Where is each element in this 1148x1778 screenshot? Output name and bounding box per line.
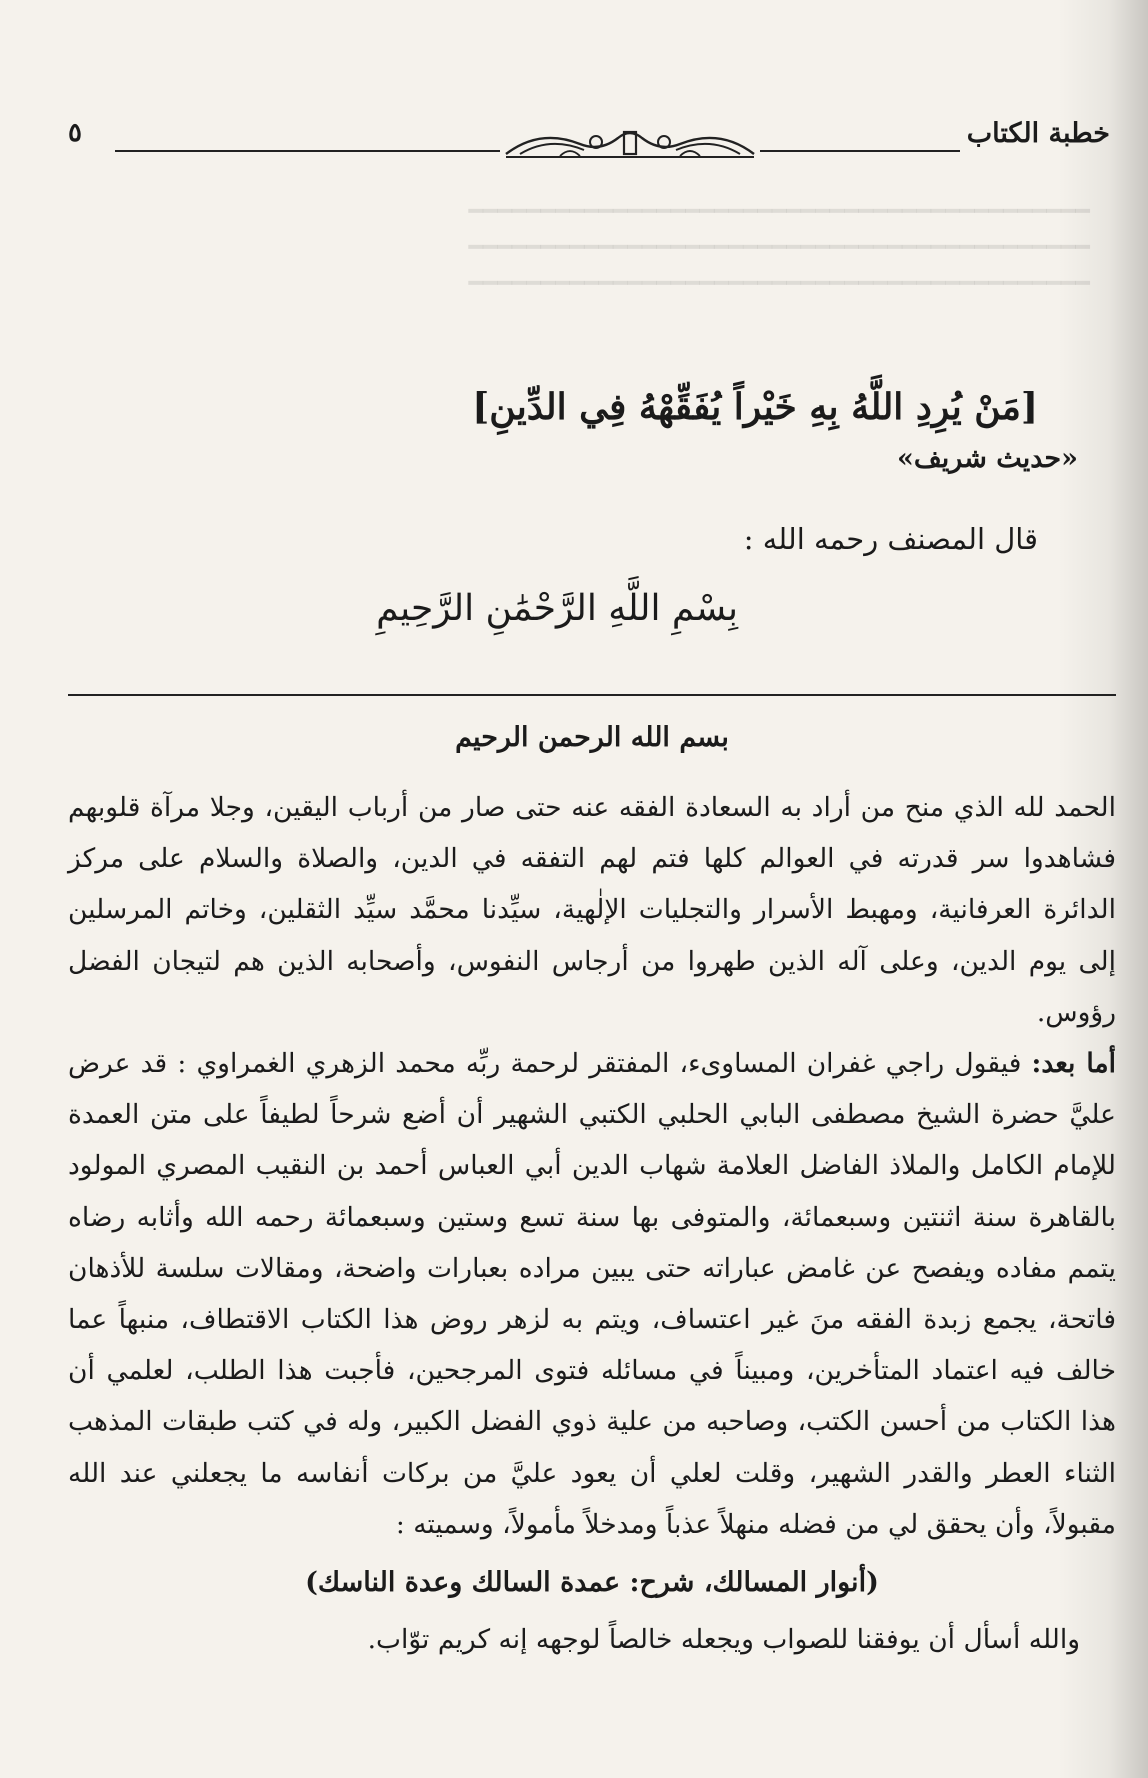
commentary-body xyxy=(68,782,1116,1665)
section-divider xyxy=(68,694,1116,696)
basmala-vocalized: بِسْمِ اللَّهِ الرَّحْمَٰنِ الرَّحِيمِ xyxy=(376,588,738,629)
page-header xyxy=(60,118,1110,168)
header-ornament-icon xyxy=(500,126,760,160)
paragraph-lead: أما بعد: xyxy=(1031,1048,1116,1080)
hadith-source: «حديث شريف» xyxy=(896,443,1078,474)
show-through-text: ━━━━━━━━━━━━━━━━━━━━━━━━━━━━━━━━━━━━━━━━━━━ ━━━━━━━━━━━━━━━━━━━━━━━━━━━━━━━━━━━━━━━━━━━ ━━━━━━━━━━━━━━━━━━━━━━━━━━━━━━━━━━━━━━━━━━━ xyxy=(468,197,1090,297)
author-said-line: قال المصنف رحمه الله : xyxy=(743,522,1038,556)
hadith-quote: [مَنْ يُرِدِ اللَّهُ بِهِ خَيْراً يُفَقِّهْهُ فِي الدِّينِ] xyxy=(472,386,1038,428)
book-title: (أنوار المسالك، شرح: عمدة السالك وعدة الناسك) xyxy=(305,1567,879,1599)
closing-prayer: والله أسأل أن يوفقنا للصواب ويجعله خالصاً لوجهه إنه كريم توّاب. xyxy=(367,1624,1080,1656)
paragraph-introduction-text: فيقول راجي غفران المساوىء، المفتقر لرحمة ربِّه محمد الزهري الغمراوي : قد عرض عليَّ حضرة الشيخ مصطفى البابي الحلبي الكتبي الشهير أن أضع شرحاً لطيفاً على متن العمدة للإمام الكامل والملاذ الفاضل العلامة شهاب الدين أبي العباس أحمد بن النقيب المصري المولود بالقاهرة سنة اثنتين وسبعمائة، والمتوفى بها سنة تسع وستين وسبعمائة رحمه الله وأثابه رضاه يتمم مفاده ويفصح عن غامض عباراته حتى يبين مراده بعبارات واضحة، ومقالات سلسة للأذهان فاتحة، يجمع زبدة الفقه منَ غير اعتساف، ويتم به لزهر روض هذا الكتاب الاقتطاف، منبهاً عما خالف فيه اعتماد المتأخرين، ومبيناً في مسائله فتوى المرجحين، فأجبت هذا الطلب، لعلمي أن هذا الكتاب من أحسن الكتب، وصاحبه من علية ذوي الفضل الكبير، وله في كتب طبقات المذهب الثناء العطر والقدر الشهير، وقلت لعلي أن يعود عليَّ من بركات أنفاسه ما يجعلني عند الله مقبولاً، وأن يحقق لي من فضله منهلاً عذباً ومدخلاً مأمولاً، وسميته : xyxy=(68,1048,1116,1540)
commentary-basmala: بسم الله الرحمن الرحيم xyxy=(455,722,729,753)
paragraph-introduction xyxy=(68,1038,1116,1550)
paragraph-praise: الحمد لله الذي منح من أراد به السعادة الفقه عنه حتى صار من أرباب اليقين، وجلا مرآة قلوبهم فشاهدوا سر قدرته في العوالم كلها فتم لهم التفقه في الدين، والصلاة والسلام على مركز الدائرة العرفانية، ومهبط الأسرار والتجليات الإلٰهية، سيِّدنا محمَّد سيِّد الثقلين، وخاتم المرسلين إلى يوم الدين، وعلى آله الذين طهروا من أرجاس النفوس، وأصحابه الذين هم لتيجان الفضل رؤوس. xyxy=(68,792,1116,1028)
page-number: ٥ xyxy=(68,118,82,148)
running-title: خطبة الكتاب xyxy=(966,118,1110,149)
